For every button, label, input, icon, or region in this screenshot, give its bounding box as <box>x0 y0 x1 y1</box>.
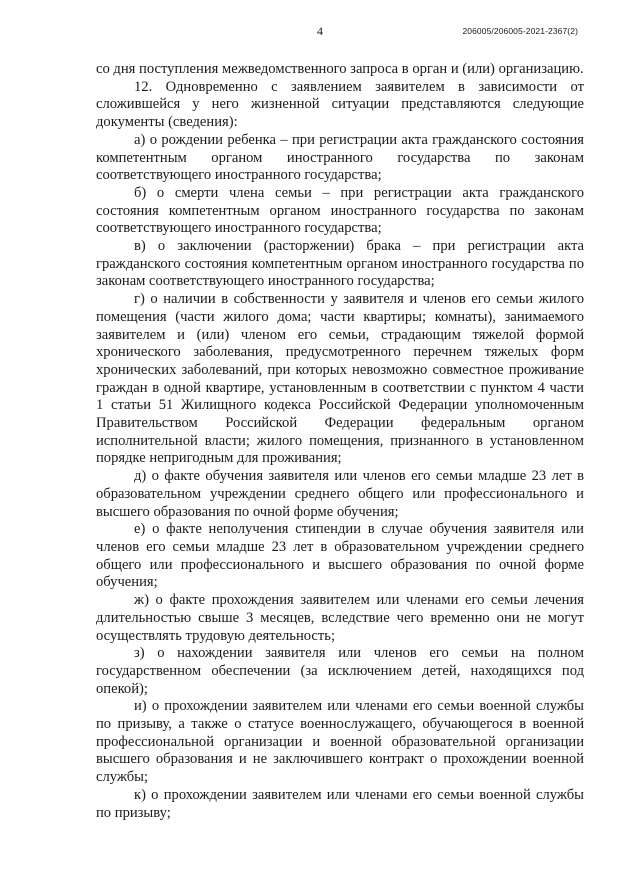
paragraph-item-d: д) о факте обучения заявителя или членов его семьи младше 23 лет в образовательном учреждении среднего общего или профессионального и высшего образования по очной форме обучения; <box>96 468 584 520</box>
paragraph-item-zh: ж) о факте прохождения заявителем или членами его семьи лечения длительностью свыше 3 месяцев, вследствие чего временно они не могут осуществлять трудовую деятельность; <box>96 592 584 644</box>
paragraph-item-g: г) о наличии в собственности у заявителя и членов его семьи жилого помещения (части жилого дома; части квартиры; комнаты), занимаемого заявителем и (или) членом его семьи, страдающим тяжелой формой хронического заболевания, предусмотренного перечнем тяжелых форм хронических заболеваний, при которых невозможно совместное проживание граждан в одной квартире, установленным в соответствии с пунктом 4 части 1 статьи 51 Жилищного кодекса Российской Федерации уполномоченным Правительством Российской Федерации федеральным органом исполнительной власти; жилого помещения, признанного в установленном порядке непригодным для проживания; <box>96 291 584 467</box>
paragraph-item-k: к) о прохождении заявителем или членами его семьи военной службы по призыву; <box>96 786 584 821</box>
document-code: 206005/206005-2021-2367(2) <box>462 26 578 36</box>
paragraph-item-12: 12. Одновременно с заявлением заявителем в зависимости от сложившейся у него жизненной ситуации представляются следующие документы (сведения): <box>96 78 584 131</box>
paragraph-item-z: з) о нахождении заявителя или членов его семьи на полном государственном обеспечении (за исключением детей, находящихся под опекой); <box>96 645 584 697</box>
paragraph-item-a: а) о рождении ребенка – при регистрации акта гражданского состояния компетентным органом иностранного государства по законам соответствующего иностранного государства; <box>96 131 584 184</box>
paragraph-item-b: б) о смерти члена семьи – при регистрации акта гражданского состояния компетентным органом иностранного государства по законам соответствующего иностранного государства; <box>96 184 584 237</box>
paragraph-item-v: в) о заключении (расторжении) брака – при регистрации акта гражданского состояния компетентным органом иностранного государства по законам соответствующего иностранного государства; <box>96 238 584 290</box>
paragraph-continuation: со дня поступления межведомственного запроса в орган и (или) организацию. <box>96 61 584 77</box>
document-body <box>96 61 584 822</box>
page-number: 4 <box>317 24 323 38</box>
paragraph-item-e: е) о факте неполучения стипендии в случае обучения заявителя или членов его семьи младше 23 лет в образовательном учреждении среднего общего или профессионального и высшего образования по очной форме обучения; <box>96 521 584 591</box>
paragraph-item-i: и) о прохождении заявителем или членами его семьи военной службы по призыву, а также о статусе военнослужащего, обучающегося в военной профессиональной организации и военной образовательной организации высшего образования и не заключившего контракт о прохождении военной службы; <box>96 698 584 786</box>
